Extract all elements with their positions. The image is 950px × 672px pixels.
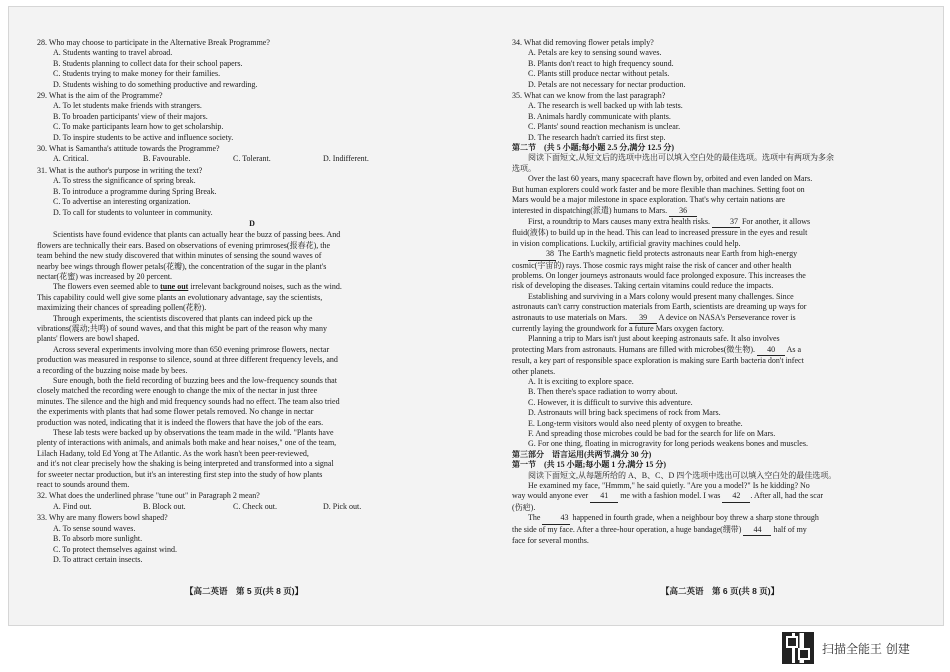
cloze-text: the side of my face. After a three-hour operation, a huge bandage(绷带): [512, 524, 744, 534]
blank-38[interactable]: 38: [528, 249, 556, 260]
cloze-line: face for several months.: [512, 536, 589, 546]
question-33: 33. Why are many flowers bowl shaped?: [37, 513, 168, 523]
cloze-text: way would anyone ever: [512, 491, 591, 501]
mars-passage-line: [512, 313, 929, 324]
part3-title: 第三部分 语言运用(共两节,满分 30 分): [512, 449, 652, 459]
mars-passage-text: First, a roundtrip to Mars causes many extra health risks.: [528, 216, 712, 226]
page-footer-left: 【高二英语 第 5 页(共 8 页)】: [185, 586, 304, 596]
part3-instruction: 阅读下面短文,从每题所给的 A、B、C、D 四个选项中选出可以填入空白处的最佳选项。: [528, 470, 837, 480]
passage-d-line: Across several experiments involving more than 650 evening primrose flowers, nectar: [53, 344, 330, 354]
cloze-line: He examined my face, "Hmmm," he said quietly. "Are you a model?" Is he kidding? No: [528, 481, 810, 491]
underlined-phrase: tune out: [160, 282, 189, 292]
mars-passage-text: The Earth's magnetic field protects astronauts near Earth from high-energy: [556, 249, 798, 259]
passage-d-line: the experiments with plants that had some flower petals removed. No change in nectar: [37, 407, 314, 417]
question-30: 30. What is Samantha's attitude towards the Programme?: [37, 144, 220, 154]
mars-passage-line: in vision complications. Luckily, artificial gravity machines could help.: [512, 238, 741, 248]
part3-section1-title: 第一节 (共 15 小题;每小题 1 分,满分 15 分): [512, 460, 666, 470]
right-column: [512, 37, 929, 547]
passage-d-line: production was measured in response to silence, sound at three different frequency levels, and: [37, 355, 338, 365]
question-31: 31. What is the author's purpose in writing the text?: [37, 165, 203, 175]
mars-passage-line: Planning a trip to Mars isn't just about keeping astronauts safe. It also involves: [528, 334, 780, 344]
passage-d-line: nearby bee wings through flower petals(花瓣), the concentration of the sugar in the plant's: [37, 261, 327, 271]
q33-option-d: D. To attract certain insects.: [53, 554, 143, 564]
q31-option-c: C. To advertise an interesting organization.: [53, 197, 191, 207]
blank-36[interactable]: 36: [669, 206, 697, 217]
q33-option-b: B. To absorb more sunlight.: [53, 534, 143, 544]
mars-passage-line: problems. On longer journeys astronauts would face prolonged exposure. This increases the: [512, 270, 806, 280]
blank-41[interactable]: 41: [590, 491, 618, 502]
q31-option-b: B. To introduce a programme during Spring Break.: [53, 186, 217, 196]
passage-d-line: team behind the new study discovered that within minutes of sensing the sound waves of: [37, 251, 322, 261]
mars-passage-text: A device on NASA's Perseverance rover is: [657, 312, 796, 322]
blank-42[interactable]: 42: [722, 491, 750, 502]
question-35: 35. What can we know from the last paragraph?: [512, 91, 666, 101]
section2-title: 第二节 (共 5 小题;每小题 2.5 分,满分 12.5 分): [512, 143, 674, 153]
q35-option-b: B. Animals hardly communicate with plants.: [528, 111, 671, 121]
cloze-text: happened in fourth grade, when a neighbour boy threw a sharp stone through: [570, 513, 819, 523]
q32-option-b: B. Block out.: [143, 501, 186, 511]
q34-option-c: C. Plants still produce nectar without petals.: [528, 69, 670, 79]
q35-option-a: A. The research is well backed up with lab tests.: [528, 101, 683, 111]
mars-passage-text: protecting Mars from astronauts. Humans are filled with microbes(微生物).: [512, 344, 758, 354]
q32-option-a: A. Find out.: [53, 501, 92, 511]
blank-43[interactable]: 43: [542, 513, 570, 524]
cloze-line: [512, 491, 929, 502]
cloze-line: [512, 525, 929, 536]
para2-prefix: The flowers even seemed able to: [53, 282, 161, 292]
mars-passage-line: But human explorers could work faster and be more flexible than machines. Setting foot on: [512, 184, 805, 194]
section2-instruction: 阅读下面短文,从短文后的选项中选出可以填入空白处的最佳选项。选项中有两项为多余: [528, 153, 834, 163]
section2-option-g: G. For one thing, floating in microgravity for long periods weakens bones and muscles.: [528, 439, 808, 449]
passage-d-line: Through experiments, the scientists discovered that plants can indeed pick up the: [53, 313, 313, 323]
passage-d-line: maximizing their chances of spreading pollen(花粉).: [37, 303, 207, 313]
q31-option-a: A. To stress the significance of spring break.: [53, 176, 196, 186]
q33-option-a: A. To sense sound waves.: [53, 523, 136, 533]
q35-option-c: C. Plants' sound reaction mechanism is unclear.: [528, 122, 681, 132]
q29-option-c: C. To make participants learn how to get scholarship.: [53, 122, 224, 132]
scanner-watermark: [782, 632, 910, 664]
qr-code-icon: [782, 632, 814, 664]
passage-d-line: react to sounds around them.: [37, 480, 130, 490]
blank-40[interactable]: 40: [757, 345, 785, 356]
mars-passage-text: For another, it allows: [739, 216, 811, 226]
passage-d-line: nectar(花蜜) was increased by 20 percent.: [37, 271, 173, 281]
mars-passage-line: [512, 206, 929, 217]
section2-option-b: B. Then there's space radiation to worry about.: [528, 387, 678, 397]
mars-passage-line: Over the last 60 years, many spacecraft have flown by, orbited and even landed on Mars.: [528, 174, 813, 184]
passage-d-heading: D: [249, 218, 255, 228]
q28-option-c: C. Students trying to make money for their families.: [53, 69, 221, 79]
passage-d-line: Lilach Hadany, told Ed Yong at The Atlantic. As the work hasn't been peer-reviewed,: [37, 448, 309, 458]
mars-passage-line: result, a key part of responsible space exploration is making sure Earth bacteria don't infect: [512, 356, 804, 366]
blank-39[interactable]: 39: [629, 313, 657, 324]
passage-d-line: These lab tests were backed up by observations the team made in the wild. "Plants have: [53, 428, 334, 438]
mars-passage-line: cosmic(宇宙的) rays. Those cosmic rays might raise the risk of cancer and other health: [512, 260, 792, 270]
section2-option-a: A. It is exciting to explore space.: [528, 377, 634, 386]
q30-options: [37, 154, 467, 164]
cloze-text: me with a fashion model. I was: [618, 491, 723, 501]
question-34: 34. What did removing flower petals imply?: [512, 38, 654, 47]
q31-option-d: D. To call for students to volunteer in community.: [53, 207, 213, 217]
q35-option-d: D. The research hadn't carried its first step.: [528, 132, 666, 142]
q32-options: [37, 502, 467, 512]
mars-passage-line: Mars would be a major milestone in space exploration. That's why certain nations are: [512, 195, 786, 205]
q28-option-b: B. Students planning to collect data for their school papers.: [53, 58, 243, 68]
cloze-text: The: [528, 513, 543, 523]
q34-option-a: A. Petals are key to sensing sound waves.: [528, 48, 662, 58]
q34-option-d: D. Petals are not necessary for nectar production.: [528, 79, 686, 89]
blank-44[interactable]: 44: [743, 525, 771, 536]
mars-passage-line: risk of developing the diseases. Taking certain vitamins could reduce the impacts.: [512, 281, 774, 291]
mars-passage-line: astronauts can't carry construction materials from Earth, scientists are dreaming up ways for: [512, 302, 807, 312]
mars-passage-text: As a: [785, 344, 802, 354]
q29-option-a: A. To let students make friends with strangers.: [53, 101, 202, 111]
passage-d-line: and it's not clear precisely how the shaking is being interpreted and transformed into a signal: [37, 459, 334, 469]
question-32: 32. What does the underlined phrase "tune out" in Paragraph 2 mean?: [37, 491, 260, 501]
exam-sheet: [8, 6, 944, 626]
q32-option-c: C. Check out.: [233, 501, 277, 511]
question-29: 29. What is the aim of the Programme?: [37, 91, 163, 101]
left-column: [37, 37, 467, 565]
passage-d-line: a recording of the buzzing noise made by bees.: [37, 365, 188, 375]
passage-d-line: closely matched the recording were enough to change the mix of the nectar in just three: [37, 386, 318, 396]
section2-option-c: C. However, it is difficult to survive this adventure.: [528, 397, 693, 407]
passage-d-line: flowers are technically their ears. Based on observations of evening primroses(报春花), the: [37, 240, 331, 250]
q29-option-d: D. To inspire students to be active and influence society.: [53, 132, 234, 142]
section2-instruction: 选项。: [512, 163, 536, 173]
cloze-line: [512, 513, 929, 524]
passage-d-line: minutes. The silence and the high and mid frequency sounds had no effect. The team also tried: [37, 396, 340, 406]
passage-d-line: for sweeter nectar production, but it's an interesting first step into the study of how plants: [37, 469, 323, 479]
blank-37[interactable]: 37: [712, 217, 740, 228]
passage-d-line: This capability could well give some plants an evolutionary advantage, say the scientists,: [37, 292, 323, 302]
q28-option-a: A. Students wanting to travel abroad.: [53, 48, 173, 58]
passage-d-line: production was noted, indicating that it is indeed the flowers that have the job of the ears.: [37, 417, 324, 427]
q33-option-c: C. To protect themselves against wind.: [53, 544, 177, 554]
q34-option-b: B. Plants don't react to high frequency sound.: [528, 58, 674, 68]
q28-option-d: D. Students wishing to do something productive and rewarding.: [53, 79, 258, 89]
q32-option-d: D. Pick out.: [323, 501, 362, 511]
mars-passage-line: [512, 249, 929, 260]
mars-passage-line: [512, 345, 929, 356]
passage-d-line: [37, 282, 467, 292]
q30-option-c: C. Tolerant.: [233, 154, 271, 164]
passage-d-line: plenty of interactions with animals, and animals both make and hear noises," one of the team,: [37, 438, 337, 448]
cloze-line: (伤疤).: [512, 502, 536, 512]
passage-d-line: Scientists have found evidence that plants can actually hear the buzz of passing bees. And: [53, 230, 341, 240]
mars-passage-line: other planets.: [512, 366, 556, 376]
q30-option-b: B. Favourable.: [143, 154, 191, 164]
q30-option-d: D. Indifferent.: [323, 154, 369, 164]
mars-passage-text: interested in dispatching(派遣) humans to Mars.: [512, 205, 670, 215]
q30-option-a: A. Critical.: [53, 154, 89, 164]
section2-option-e: E. Long-term visitors would also need plenty of oxygen to breathe.: [528, 418, 743, 428]
mars-passage-line: Establishing and surviving in a Mars colony would present many challenges. Since: [528, 291, 794, 301]
passage-d-line: vibrations(震动;共鸣) of sound waves, and that this might be part of the reason why many: [37, 323, 327, 333]
section2-option-d: D. Astronauts will bring back specimens of rock from Mars.: [528, 408, 721, 418]
passage-d-line: plants' flowers are bowl shaped.: [37, 334, 140, 344]
mars-passage-line: [512, 217, 929, 228]
para2-suffix: irrelevant background noises, such as the wind.: [188, 282, 342, 292]
section2-option-f: F. And spreading those microbes could be bad for the search for life on Mars.: [528, 429, 776, 439]
mars-passage-text: astronauts to use materials on Mars.: [512, 312, 630, 322]
q29-option-b: B. To broaden participants' view of their majors.: [53, 111, 208, 121]
cloze-text: . After all, had the scar: [750, 491, 824, 501]
mars-passage-line: fluid(液体) to build up in the head. This can lead to increased pressure in the eyes and result: [512, 228, 808, 238]
passage-d-line: Sure enough, both the field recording of buzzing bees and the low-frequency sounds that: [53, 376, 337, 385]
cloze-text: half of my: [771, 524, 807, 534]
watermark-text: 扫描全能王 创建: [822, 641, 910, 656]
question-28: 28. Who may choose to participate in the Alternative Break Programme?: [37, 38, 270, 47]
page-footer-right: 【高二英语 第 6 页(共 8 页)】: [661, 586, 780, 596]
mars-passage-line: currently laying the groundwork for a future Mars oxygen factory.: [512, 323, 724, 333]
